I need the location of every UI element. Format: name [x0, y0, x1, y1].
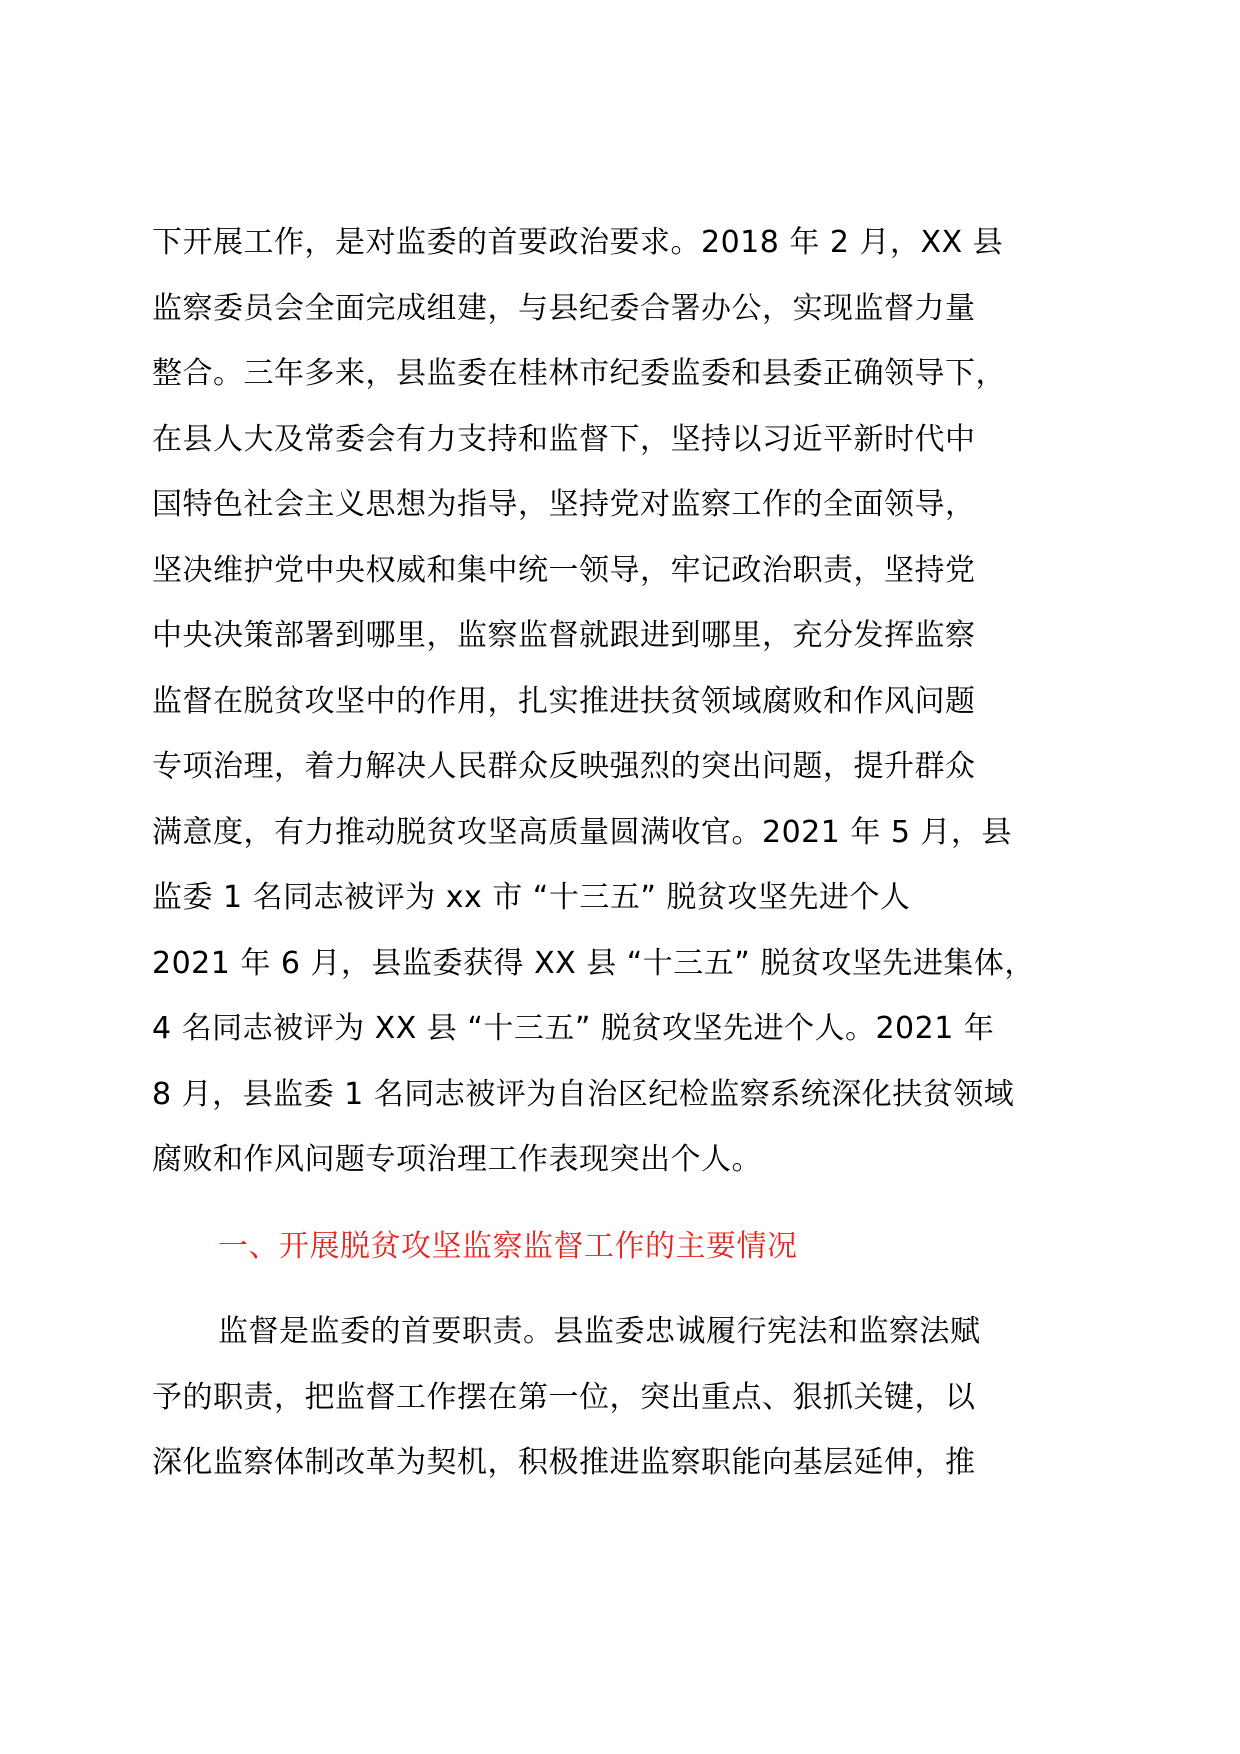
paragraph-line: 予的职责，把监督工作摆在第一位，突出重点、狠抓关键，以: [152, 1379, 976, 1415]
paragraph-line: 2021 年 6 月，县监委获得 XX 县 “十三五” 脱贫攻坚先进集体，: [152, 945, 1035, 981]
paragraph-line: 监委 1 名同志被评为 xx 市 “十三五” 脱贫攻坚先进个人: [152, 880, 911, 915]
paragraph-line: 监督是监委的首要职责。县监委忠诚履行宪法和监察法赋: [218, 1314, 981, 1349]
body-paragraph-1: [152, 210, 1102, 1193]
paragraph-line: 下开展工作，是对监委的首要政治要求。2018 年 2 月，XX 县: [152, 225, 1004, 260]
paragraph-line: 在县人大及常委会有力支持和监督下，坚持以习近平新时代中: [152, 421, 976, 457]
paragraph-line: 深化监察体制改革为契机，积极推进监察职能向基层延伸，推: [152, 1445, 976, 1480]
paragraph-line: 整合。三年多来，县监委在桂林市纪委监委和县委正确领导下，: [152, 356, 1006, 391]
paragraph-line: 国特色社会主义思想为指导，坚持党对监察工作的全面领导，: [152, 487, 976, 522]
paragraph-line: 4 名同志被评为 XX 县 “十三五” 脱贫攻坚先进个人。2021 年: [152, 1011, 995, 1046]
paragraph-line: 8 月，县监委 1 名同志被评为自治区纪检监察系统深化扶贫领域: [152, 1076, 1015, 1112]
paragraph-line: 坚决维护党中央权威和集中统一领导，牢记政治职责，坚持党: [152, 552, 976, 588]
paragraph-line: 监督在脱贫攻坚中的作用，扎实推进扶贫领域腐败和作风问题: [152, 683, 976, 719]
section-heading: [152, 1214, 1102, 1280]
paragraph-line: 中央决策部署到哪里，监察监督就跟进到哪里，充分发挥监察: [152, 618, 976, 653]
paragraph-line: 监察委员会全面完成组建，与县纪委合署办公，实现监督力量: [152, 290, 976, 326]
paragraph-line: 腐败和作风问题专项治理工作表现突出个人。: [152, 1142, 762, 1177]
paragraph-line: 专项治理，着力解决人民群众反映强烈的突出问题，提升群众: [152, 749, 976, 784]
body-paragraph-2: [152, 1299, 1102, 1496]
section-heading-text: 一、开展脱贫攻坚监察监督工作的主要情况: [218, 1229, 798, 1264]
paragraph-line: 满意度，有力推动脱贫攻坚高质量圆满收官。2021 年 5 月，县: [152, 814, 1013, 850]
